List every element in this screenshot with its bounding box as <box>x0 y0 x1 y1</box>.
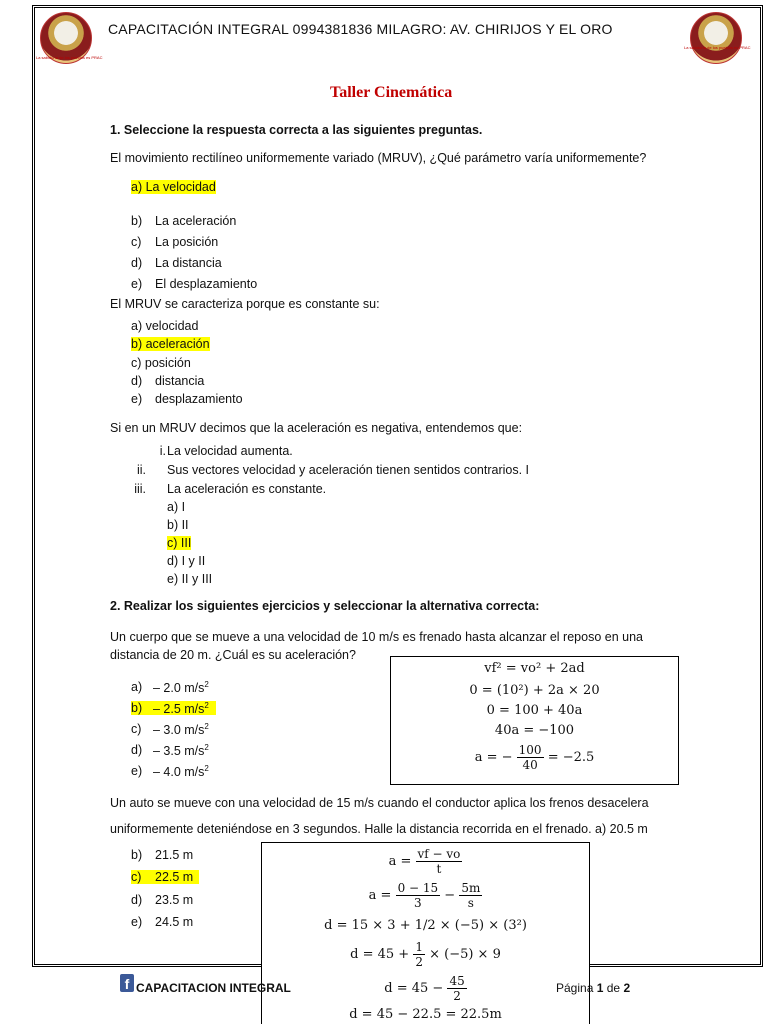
q2-text: El MRUV se caracteriza porque es constante su: <box>110 297 380 311</box>
q3-statement: La aceleración es constante. <box>167 482 327 496</box>
p2-eq2: a = $\frac{0 - 15}{3}$ − $\frac{5m}{s}$ <box>368 881 481 910</box>
q1-option-c: c) La posición <box>131 235 219 249</box>
p1-option-a: a) – 2.0 $m/s^2$ <box>131 680 209 696</box>
page-title: Taller Cinemática <box>330 84 453 101</box>
p2-line1: Un auto se mueve con una velocidad de 15 m/s cuando el conductor aplica los frenos desacelera <box>110 796 649 810</box>
logo-left-caption: La sabiduría de los pueblos es PRAC <box>36 55 103 60</box>
page-number: Página 1 de 2 <box>556 981 631 995</box>
q1-option-d: d) La distancia <box>131 256 222 270</box>
p1-eq1: vf² = vo² + 2ad <box>484 661 585 676</box>
p2-option-b: b) 21.5 m <box>131 848 194 862</box>
p2-eq1: a = $\frac{vf - vo}{t}$ <box>388 847 461 876</box>
p1-solution-box <box>390 656 679 785</box>
q3-statement-num: iii. <box>134 482 146 496</box>
q1-text: El movimiento rectilíneo uniformemente variado (MRUV), ¿Qué parámetro varía uniformemente? <box>110 151 647 165</box>
p2-option-d: d) 23.5 m <box>131 893 194 907</box>
q3-statement: La velocidad aumenta. <box>167 444 293 458</box>
section1-heading: 1. Seleccione la respuesta correcta a las siguientes preguntas. <box>110 123 483 137</box>
q2-option-a: a) velocidad <box>131 319 199 333</box>
q1-option-b: b) La aceleración <box>131 214 237 228</box>
p1-option-b: b) – 2.5 $m/s^2$ <box>131 701 216 715</box>
p2-eq3: d = 15 × 3 + 1/2 × (−5) × (3²) <box>324 918 527 933</box>
q3-statement-num: ii. <box>136 463 146 477</box>
p1-line1: Un cuerpo que se mueve a una velocidad de 10 m/s es frenado hasta alcanzar el reposo en una <box>110 630 643 644</box>
q2-option-b: b) aceleración <box>131 337 210 351</box>
q1-option-e: e) El desplazamiento <box>131 277 258 291</box>
p1-eq2: 0 = (10²) + 2a × 20 <box>469 683 600 698</box>
q3-option-a: a) I <box>167 500 186 514</box>
q3-option-d: d) I y II <box>167 554 206 568</box>
q3-statement-num: i. <box>159 444 166 458</box>
p2-eq5: d = 45 − $\frac{45}{2}$ <box>384 974 465 1003</box>
p1-option-d: d) – 3.5 $m/s^2$ <box>131 743 209 759</box>
p1-option-c: c) – 3.0 $m/s^2$ <box>131 722 209 738</box>
facebook-icon: f <box>120 974 134 992</box>
q3-statement: Sus vectores velocidad y aceleración tienen sentidos contrarios. I <box>167 463 529 477</box>
p1-option-e: e) – 4.0 $m/s^2$ <box>131 764 209 780</box>
p1-eq4: 40a = −100 <box>494 723 575 738</box>
q3-option-e: e) II y III <box>167 572 213 586</box>
p2-solution-box <box>261 842 590 1024</box>
q2-option-c: c) posición <box>131 356 191 370</box>
q3-option-b: b) II <box>167 518 189 532</box>
p2-option-e: e) 24.5 m <box>131 915 194 929</box>
p2-option-c: c) 22.5 m <box>131 870 199 884</box>
p2-line2: uniformemente deteniéndose en 3 segundos. Halle la distancia recorrida en el frenado. a) 20.5 m <box>110 822 648 836</box>
q3-option-c: c) III <box>167 536 192 550</box>
logo-right <box>690 12 742 64</box>
section2-heading: 2. Realizar los siguientes ejercicios y seleccionar la alternativa correcta: <box>110 599 540 613</box>
footer-brand: CAPACITACION INTEGRAL <box>136 981 291 995</box>
p2-eq6: d = 45 − 22.5 = 22.5m <box>349 1007 502 1022</box>
header-text: CAPACITACIÓN INTEGRAL 0994381836 MILAGRO: AV. CHIRIJOS Y EL ORO <box>108 21 613 37</box>
q2-option-e: e) desplazamiento <box>131 392 243 406</box>
p2-eq4: d = 45 + $\frac{1}{2}$ × (−5) × 9 <box>350 940 501 969</box>
p1-line2: distancia de 20 m. ¿Cuál es su aceleración? <box>110 648 356 662</box>
p1-eq3: 0 = 100 + 40a <box>486 703 583 718</box>
q3-text: Si en un MRUV decimos que la aceleración es negativa, entendemos que: <box>110 421 523 435</box>
q2-option-d: d) distancia <box>131 374 205 388</box>
q1-option-a: a) La velocidad <box>131 180 216 194</box>
logo-right-caption: La sabiduría de los pueblos es PRAC <box>684 45 751 50</box>
p1-eq5: a = − $\frac{100}{40}$ = −2.5 <box>474 743 595 772</box>
